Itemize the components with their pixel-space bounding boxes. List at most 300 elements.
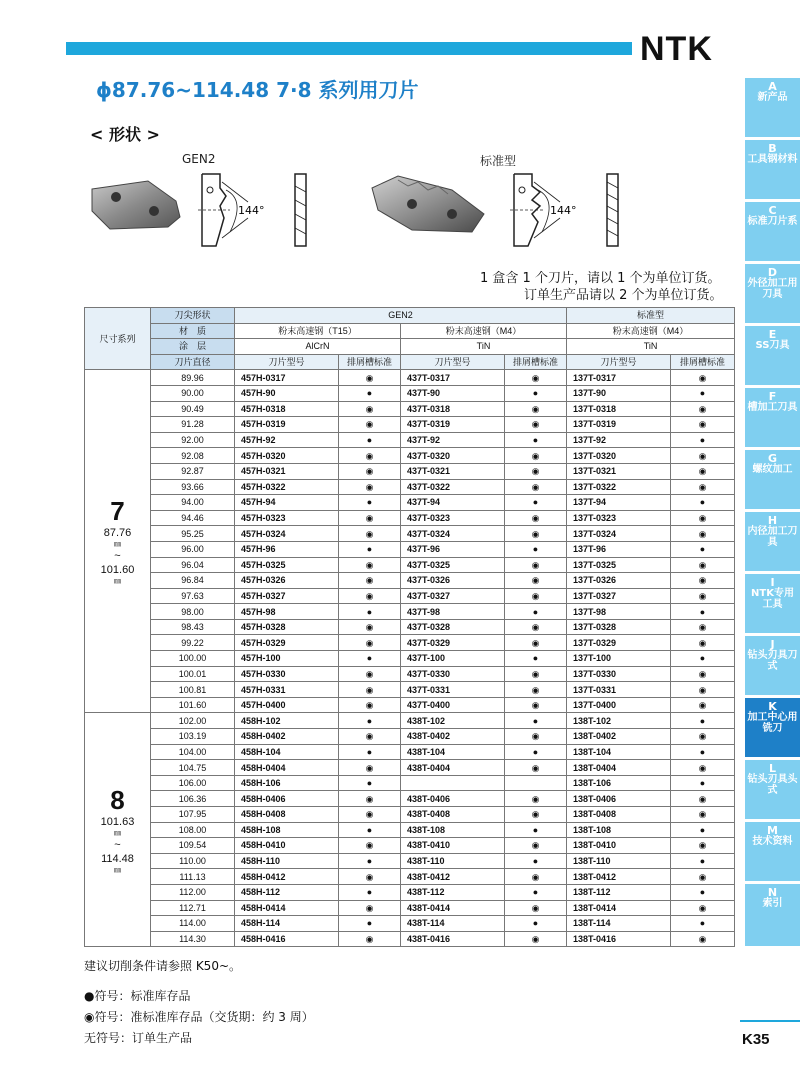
cell-diameter: 114.30 — [151, 931, 235, 947]
col-chip-3: 排屑槽标准 — [671, 354, 735, 370]
cell-diameter: 98.00 — [151, 604, 235, 620]
cell-model-std: 137T-0331 — [567, 682, 671, 698]
cell-model-h: 457H-94 — [235, 495, 339, 511]
cell-chip-h: ◉ — [339, 417, 401, 433]
cell-model-std: 137T-100 — [567, 651, 671, 667]
cell-chip-h: ● — [339, 853, 401, 869]
cell-model-h: 457H-0330 — [235, 666, 339, 682]
cell-model-h: 458H-0408 — [235, 807, 339, 823]
cell-chip-h: ◉ — [339, 729, 401, 745]
cell-model-h: 458H-102 — [235, 713, 339, 729]
col-model-2: 刀片型号 — [401, 354, 505, 370]
cell-chip-h: ● — [339, 822, 401, 838]
cell-model-std: 137T-0319 — [567, 417, 671, 433]
cell-model-std: 137T-94 — [567, 495, 671, 511]
table-row — [85, 541, 735, 557]
cell-model-t: 438T-108 — [401, 822, 505, 838]
cell-chip-h: ● — [339, 713, 401, 729]
cell-diameter: 92.00 — [151, 432, 235, 448]
cell-model-t: 437T-0324 — [401, 526, 505, 542]
cell-model-t: 437T-98 — [401, 604, 505, 620]
cell-chip-t: ◉ — [505, 463, 567, 479]
cell-diameter: 98.43 — [151, 619, 235, 635]
cell-chip-std: ◉ — [671, 510, 735, 526]
cell-model-std: 137T-98 — [567, 604, 671, 620]
cell-chip-h: ● — [339, 604, 401, 620]
cell-chip-std: ● — [671, 495, 735, 511]
table-row — [85, 729, 735, 745]
cell-chip-h: ◉ — [339, 526, 401, 542]
cell-chip-std: ◉ — [671, 401, 735, 417]
table-row — [85, 385, 735, 401]
cell-model-h: 458H-0416 — [235, 931, 339, 947]
table-row — [85, 713, 735, 729]
cell-diameter: 95.25 — [151, 526, 235, 542]
cell-chip-h: ◉ — [339, 900, 401, 916]
cell-chip-h: ◉ — [339, 931, 401, 947]
table-row — [85, 401, 735, 417]
cell-model-std: 138T-0408 — [567, 807, 671, 823]
series-range-to: 114.48 — [101, 852, 134, 865]
side-tab-letter: C — [768, 204, 777, 217]
cell-chip-t: ◉ — [505, 666, 567, 682]
cell-chip-std: ◉ — [671, 682, 735, 698]
cell-model-t: 438T-0406 — [401, 791, 505, 807]
cell-model-std: 137T-90 — [567, 385, 671, 401]
cell-model-std: 137T-0324 — [567, 526, 671, 542]
page-number: K35 — [742, 1031, 770, 1048]
cell-chip-t: ● — [505, 604, 567, 620]
side-tab-d[interactable] — [745, 264, 800, 323]
cell-chip-t: ◉ — [505, 588, 567, 604]
col-chip-1: 排屑槽标准 — [339, 354, 401, 370]
gen2-profile-drawing — [190, 170, 275, 250]
cell-diameter: 112.71 — [151, 900, 235, 916]
cell-model-std: 137T-0329 — [567, 635, 671, 651]
cell-chip-t: ◉ — [505, 479, 567, 495]
cell-chip-t: ◉ — [505, 635, 567, 651]
standard-edge-drawing — [604, 172, 622, 248]
side-tab-k[interactable] — [745, 698, 800, 757]
cell-chip-h: ◉ — [339, 463, 401, 479]
order-note-2: 订单生产品请以 2 个为单位订货。 — [524, 288, 723, 303]
cell-chip-h: ◉ — [339, 557, 401, 573]
cell-chip-h: ● — [339, 432, 401, 448]
cell-model-t: 437T-92 — [401, 432, 505, 448]
coating-gen2-h: AlCrN — [235, 339, 401, 355]
cell-model-std: 138T-110 — [567, 853, 671, 869]
cell-diameter: 111.13 — [151, 869, 235, 885]
cell-model-t: 437T-0317 — [401, 370, 505, 386]
cutting-condition-ref: 建议切削条件请参照 K50~。 — [84, 959, 242, 973]
brand-logo: NTK — [640, 30, 713, 68]
material-label: 材 质 — [151, 323, 235, 339]
cell-model-h: 458H-106 — [235, 775, 339, 791]
cell-chip-t: ◉ — [505, 760, 567, 776]
col-model-1: 刀片型号 — [235, 354, 339, 370]
cell-model-std: 137T-0321 — [567, 463, 671, 479]
side-tab-letter: I — [770, 576, 775, 589]
cell-chip-t: ● — [505, 541, 567, 557]
standard-profile-drawing — [500, 170, 585, 250]
table-row — [85, 370, 735, 386]
cell-model-t: 437T-0329 — [401, 635, 505, 651]
size-series-cell — [85, 713, 151, 947]
cell-diameter: 92.08 — [151, 448, 235, 464]
side-tab-label: 内径加工刀具 — [747, 526, 798, 548]
table-row — [85, 853, 735, 869]
cell-chip-std: ◉ — [671, 526, 735, 542]
cell-chip-h: ◉ — [339, 588, 401, 604]
cell-model-h: 458H-112 — [235, 884, 339, 900]
cell-chip-h: ◉ — [339, 682, 401, 698]
cell-chip-std: ◉ — [671, 838, 735, 854]
series-unit: ㎜ — [114, 829, 121, 837]
coating-standard: TiN — [567, 339, 735, 355]
cell-model-h: 458H-104 — [235, 744, 339, 760]
cell-model-h: 457H-0324 — [235, 526, 339, 542]
cell-model-std: 138T-0412 — [567, 869, 671, 885]
cell-model-h: 457H-100 — [235, 651, 339, 667]
diameter-label: 刀片直径 — [151, 354, 235, 370]
table-row — [85, 573, 735, 589]
cell-model-t: 438T-110 — [401, 853, 505, 869]
cell-chip-std: ● — [671, 916, 735, 932]
series-range-tilde: ~ — [114, 838, 121, 851]
cell-model-std: 137T-0330 — [567, 666, 671, 682]
cell-chip-h: ◉ — [339, 838, 401, 854]
side-tab-i[interactable] — [745, 574, 800, 633]
cell-chip-t: ◉ — [505, 510, 567, 526]
cell-chip-std: ◉ — [671, 619, 735, 635]
cell-chip-std: ◉ — [671, 869, 735, 885]
table-row — [85, 666, 735, 682]
cell-model-h: 457H-96 — [235, 541, 339, 557]
side-tab-letter: N — [767, 886, 778, 899]
cell-chip-h: ◉ — [339, 370, 401, 386]
table-row — [85, 495, 735, 511]
cell-chip-t: ◉ — [505, 619, 567, 635]
cell-model-std: 137T-0400 — [567, 697, 671, 713]
size-series-cell — [85, 370, 151, 713]
cell-chip-t: ◉ — [505, 791, 567, 807]
side-tab-label: NTK专用工具 — [751, 588, 794, 610]
side-tab-label: 工具钢材料 — [747, 154, 798, 165]
cell-model-t: 438T-0416 — [401, 931, 505, 947]
side-tab-f[interactable] — [745, 388, 800, 447]
cell-model-t: 438T-104 — [401, 744, 505, 760]
cell-diameter: 100.81 — [151, 682, 235, 698]
side-tab-label: SS刀具 — [755, 340, 790, 351]
gen2-edge-drawing — [292, 172, 310, 248]
cell-diameter: 99.22 — [151, 635, 235, 651]
cell-model-t: 437T-0321 — [401, 463, 505, 479]
side-tab-a[interactable] — [745, 78, 800, 137]
table-row — [85, 635, 735, 651]
cell-chip-h: ● — [339, 884, 401, 900]
cell-model-t: 437T-94 — [401, 495, 505, 511]
cell-model-h: 457H-98 — [235, 604, 339, 620]
cell-chip-t: ● — [505, 432, 567, 448]
table-row — [85, 448, 735, 464]
cell-chip-std: ◉ — [671, 370, 735, 386]
cell-model-std: 137T-0328 — [567, 619, 671, 635]
cell-chip-h: ● — [339, 385, 401, 401]
side-tab-label: 螺纹加工 — [752, 464, 793, 475]
cell-chip-std: ◉ — [671, 697, 735, 713]
cell-model-t: 437T-0325 — [401, 557, 505, 573]
cell-chip-t: ◉ — [505, 931, 567, 947]
cell-model-h: 457H-0325 — [235, 557, 339, 573]
top-accent-bar — [66, 42, 632, 55]
insert-spec-table — [84, 307, 734, 947]
cell-chip-t: ◉ — [505, 807, 567, 823]
table-row — [85, 807, 735, 823]
tip-shape-label: 刀尖形状 — [151, 308, 235, 324]
table-row — [85, 775, 735, 791]
cell-model-t: 438T-0410 — [401, 838, 505, 854]
cell-chip-h: ◉ — [339, 807, 401, 823]
cell-model-t: 437T-0400 — [401, 697, 505, 713]
page-title: ϕ87.76~114.48 7·8 系列用刀片 — [96, 78, 419, 102]
cell-chip-std: ◉ — [671, 588, 735, 604]
side-tab-n[interactable] — [745, 884, 800, 946]
cell-chip-std: ● — [671, 775, 735, 791]
cell-model-t: 437T-0322 — [401, 479, 505, 495]
cell-chip-t — [505, 775, 567, 791]
table-row — [85, 900, 735, 916]
cell-chip-std: ● — [671, 822, 735, 838]
cell-model-std: 138T-106 — [567, 775, 671, 791]
cell-model-h: 457H-0328 — [235, 619, 339, 635]
side-tab-letter: E — [768, 328, 777, 341]
side-index-tabs — [745, 78, 800, 949]
cell-chip-std: ◉ — [671, 666, 735, 682]
col-chip-2: 排屑槽标准 — [505, 354, 567, 370]
side-tab-label: 加工中心用铣刀 — [747, 712, 798, 734]
cell-chip-t: ◉ — [505, 900, 567, 916]
cell-diameter: 97.63 — [151, 588, 235, 604]
cell-chip-t: ◉ — [505, 448, 567, 464]
cell-model-t: 438T-102 — [401, 713, 505, 729]
cell-model-t: 438T-114 — [401, 916, 505, 932]
cell-diameter: 89.96 — [151, 370, 235, 386]
cell-model-t: 437T-0326 — [401, 573, 505, 589]
cell-chip-t: ● — [505, 884, 567, 900]
cell-chip-std: ◉ — [671, 760, 735, 776]
cell-model-h: 458H-110 — [235, 853, 339, 869]
side-tab-label: 技术资料 — [752, 836, 793, 847]
cell-model-std: 138T-104 — [567, 744, 671, 760]
cell-chip-t: ◉ — [505, 401, 567, 417]
side-tab-label: 索引 — [762, 898, 783, 909]
cell-diameter: 104.75 — [151, 760, 235, 776]
cell-chip-std: ◉ — [671, 729, 735, 745]
cell-diameter: 96.04 — [151, 557, 235, 573]
table-row — [85, 651, 735, 667]
cell-model-h: 458H-0410 — [235, 838, 339, 854]
cell-chip-h: ● — [339, 541, 401, 557]
cell-model-t: 438T-112 — [401, 884, 505, 900]
side-tab-l[interactable] — [745, 760, 800, 819]
side-tab-letter: H — [767, 514, 778, 527]
cell-model-h: 457H-0321 — [235, 463, 339, 479]
legend-semi-stock: ◉符号：准标准库存品（交货期：约 3 周） — [84, 1010, 314, 1024]
cell-chip-t: ● — [505, 385, 567, 401]
cell-model-h: 458H-0412 — [235, 869, 339, 885]
cell-model-h: 457H-0331 — [235, 682, 339, 698]
series-unit: ㎜ — [114, 541, 121, 549]
cell-diameter: 90.49 — [151, 401, 235, 417]
cell-chip-h: ◉ — [339, 401, 401, 417]
legend-standard-stock: ●符号：标准库存品 — [84, 989, 191, 1003]
cell-model-t: 438T-0412 — [401, 869, 505, 885]
side-tab-c[interactable] — [745, 202, 800, 261]
cell-model-h: 457H-0319 — [235, 417, 339, 433]
cell-chip-h: ◉ — [339, 573, 401, 589]
cell-model-t: 438T-0414 — [401, 900, 505, 916]
table-row — [85, 588, 735, 604]
cell-chip-std: ● — [671, 884, 735, 900]
size-series-header: 尺寸系列 — [85, 308, 151, 370]
side-tab-e[interactable] — [745, 326, 800, 385]
cell-diameter: 106.00 — [151, 775, 235, 791]
cell-diameter: 114.00 — [151, 916, 235, 932]
cell-model-h: 457H-0320 — [235, 448, 339, 464]
cell-diameter: 103.19 — [151, 729, 235, 745]
cell-chip-t: ◉ — [505, 682, 567, 698]
cell-model-h: 457H-0400 — [235, 697, 339, 713]
cell-model-t: 437T-0327 — [401, 588, 505, 604]
table-row — [85, 697, 735, 713]
cell-model-t: 437T-100 — [401, 651, 505, 667]
cell-diameter: 107.95 — [151, 807, 235, 823]
cell-model-std: 137T-0325 — [567, 557, 671, 573]
cell-diameter: 94.46 — [151, 510, 235, 526]
cell-model-std: 138T-112 — [567, 884, 671, 900]
cell-model-t: 438T-0402 — [401, 729, 505, 745]
cell-chip-h: ● — [339, 495, 401, 511]
side-tab-label: 新产品 — [757, 92, 788, 103]
coating-label: 涂 层 — [151, 339, 235, 355]
cell-chip-std: ● — [671, 713, 735, 729]
cell-model-h: 458H-0402 — [235, 729, 339, 745]
cell-model-std: 138T-102 — [567, 713, 671, 729]
cell-diameter: 90.00 — [151, 385, 235, 401]
cell-model-t — [401, 775, 505, 791]
side-tab-letter: M — [767, 824, 778, 837]
cell-model-t: 437T-0320 — [401, 448, 505, 464]
cell-model-std: 137T-96 — [567, 541, 671, 557]
cell-chip-h: ◉ — [339, 666, 401, 682]
cell-model-std: 137T-0322 — [567, 479, 671, 495]
cell-chip-h: ◉ — [339, 635, 401, 651]
cell-model-std: 138T-0414 — [567, 900, 671, 916]
cell-model-std: 137T-0323 — [567, 510, 671, 526]
page-number-bar — [740, 1020, 800, 1022]
cell-model-t: 438T-0408 — [401, 807, 505, 823]
cell-model-std: 137T-0320 — [567, 448, 671, 464]
series-number: 7 — [110, 496, 125, 527]
side-tab-letter: F — [768, 390, 777, 403]
section-title: < 形状 > — [90, 125, 160, 144]
table-row — [85, 463, 735, 479]
cell-chip-h: ◉ — [339, 760, 401, 776]
cell-chip-std: ◉ — [671, 557, 735, 573]
cell-chip-t: ● — [505, 713, 567, 729]
cell-model-h: 458H-108 — [235, 822, 339, 838]
cell-model-h: 458H-114 — [235, 916, 339, 932]
cell-model-std: 137T-92 — [567, 432, 671, 448]
col-model-3: 刀片型号 — [567, 354, 671, 370]
cell-chip-std: ◉ — [671, 573, 735, 589]
side-tab-m[interactable] — [745, 822, 800, 881]
table-row — [85, 931, 735, 947]
cell-model-h: 457H-0317 — [235, 370, 339, 386]
cell-model-h: 458H-0414 — [235, 900, 339, 916]
cell-model-h: 457H-0327 — [235, 588, 339, 604]
cell-diameter: 96.84 — [151, 573, 235, 589]
table-row — [85, 791, 735, 807]
cell-chip-std: ◉ — [671, 900, 735, 916]
side-tab-letter: A — [768, 80, 777, 93]
cell-model-t: 437T-0323 — [401, 510, 505, 526]
cell-model-h: 457H-0318 — [235, 401, 339, 417]
table-row — [85, 916, 735, 932]
cell-diameter: 96.00 — [151, 541, 235, 557]
cell-model-std: 138T-0402 — [567, 729, 671, 745]
side-tab-label: 标准刀片系 — [747, 216, 798, 227]
table-row — [85, 604, 735, 620]
cell-model-std: 138T-0406 — [567, 791, 671, 807]
side-tab-b[interactable] — [745, 140, 800, 199]
side-tab-letter: J — [770, 638, 775, 651]
cell-model-h: 457H-90 — [235, 385, 339, 401]
side-tab-letter: K — [768, 700, 777, 713]
cell-chip-std: ◉ — [671, 448, 735, 464]
cell-chip-t: ◉ — [505, 526, 567, 542]
table-row — [85, 838, 735, 854]
cell-model-t: 437T-0328 — [401, 619, 505, 635]
cell-chip-std: ◉ — [671, 807, 735, 823]
cell-model-h: 457H-92 — [235, 432, 339, 448]
cell-diameter: 106.36 — [151, 791, 235, 807]
cell-model-h: 457H-0329 — [235, 635, 339, 651]
cell-diameter: 91.28 — [151, 417, 235, 433]
cell-diameter: 110.00 — [151, 853, 235, 869]
cell-chip-t: ◉ — [505, 557, 567, 573]
cell-diameter: 108.00 — [151, 822, 235, 838]
table-row — [85, 682, 735, 698]
cell-diameter: 100.01 — [151, 666, 235, 682]
cell-model-std: 138T-0416 — [567, 931, 671, 947]
cell-model-std: 137T-0327 — [567, 588, 671, 604]
side-tab-h[interactable] — [745, 512, 800, 571]
cell-chip-std: ● — [671, 853, 735, 869]
cell-model-std: 138T-108 — [567, 822, 671, 838]
cell-model-std: 137T-0318 — [567, 401, 671, 417]
cell-chip-std: ◉ — [671, 417, 735, 433]
cell-chip-t: ● — [505, 916, 567, 932]
cell-chip-t: ● — [505, 744, 567, 760]
cell-model-h: 457H-0323 — [235, 510, 339, 526]
side-tab-g[interactable] — [745, 450, 800, 509]
side-tab-j[interactable] — [745, 636, 800, 695]
side-tab-label: 钻头刃具刀式 — [747, 650, 798, 672]
cell-diameter: 102.00 — [151, 713, 235, 729]
cell-diameter: 101.60 — [151, 697, 235, 713]
cell-chip-h: ◉ — [339, 869, 401, 885]
